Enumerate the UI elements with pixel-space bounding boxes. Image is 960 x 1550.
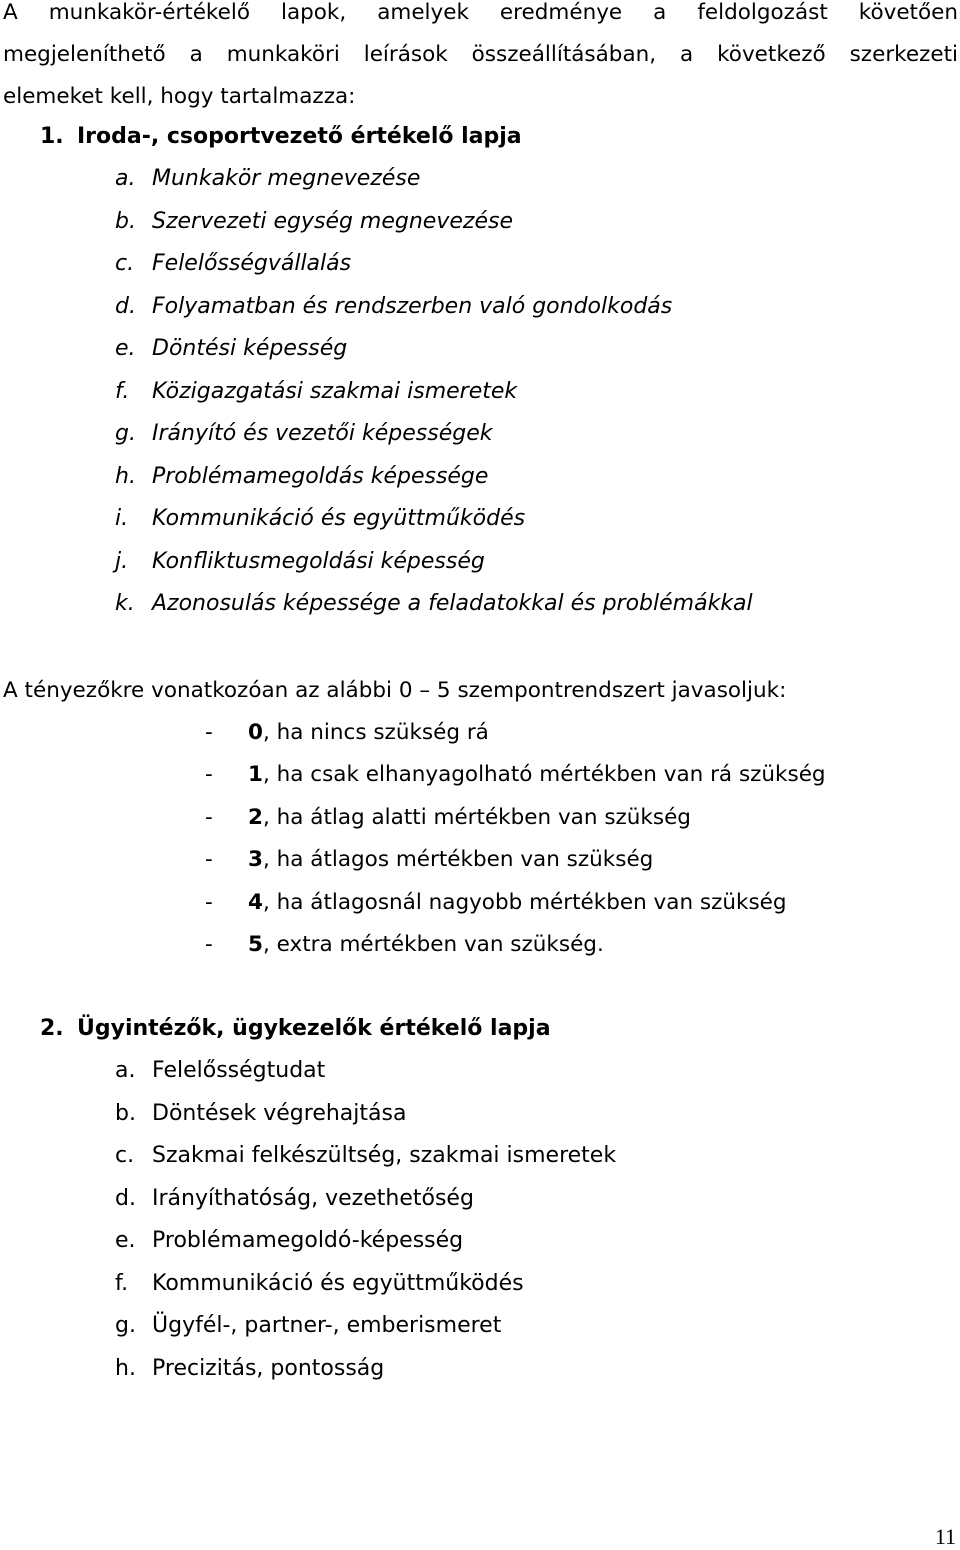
item-text: Szakmai felkészültség, szakmai ismeretek: [152, 1143, 617, 1168]
item-letter: a.: [115, 1058, 136, 1083]
list-item: [115, 1050, 616, 1093]
list-item: [115, 1305, 616, 1348]
scale-text: , ha átlagosnál nagyobb mértékben van szükség: [262, 889, 787, 915]
item-text: Ügyfél-, partner-, emberismeret: [152, 1313, 502, 1338]
list-item: [115, 1093, 616, 1136]
item-text: Döntések végrehajtása: [152, 1100, 407, 1126]
item-letter: g.: [115, 421, 136, 446]
item-text: Kommunikáció és együttműködés: [152, 506, 526, 531]
list-item: [115, 583, 753, 626]
list-item: [115, 1348, 616, 1391]
item-letter: i.: [115, 506, 129, 531]
list-item: [115, 328, 753, 371]
list-item: [115, 1178, 616, 1221]
scale-score: 1: [248, 762, 263, 788]
item-letter: k.: [115, 591, 135, 616]
list-item: [115, 1263, 616, 1306]
scale-score: 2: [248, 804, 263, 830]
page-number: 11: [934, 1524, 956, 1549]
scale-text: , ha nincs szükség rá: [262, 720, 489, 745]
item-text: Felelősségtudat: [152, 1058, 326, 1083]
scale-text: , ha csak elhanyagolható mértékben van rá szükség: [262, 762, 826, 788]
scale-dash: -: [205, 804, 213, 830]
section-1-list: [115, 158, 753, 626]
item-text: Szervezeti egység megnevezése: [152, 208, 513, 234]
scale-item: [205, 924, 826, 966]
list-item: [115, 158, 753, 201]
scale-item: [205, 712, 826, 754]
list-item: [115, 201, 753, 244]
list-item: [115, 243, 753, 286]
item-text: Közigazgatási szakmai ismeretek: [152, 378, 518, 404]
intro-paragraph: [3, 0, 958, 118]
item-text: Azonosulás képessége a feladatokkal és problémákkal: [152, 591, 753, 616]
item-letter: d.: [115, 293, 136, 319]
list-item: [115, 541, 753, 584]
scale-dash: -: [205, 932, 213, 958]
item-text: Munkakör megnevezése: [152, 166, 421, 191]
item-letter: g.: [115, 1313, 136, 1338]
scale-dash: -: [205, 720, 213, 745]
scale-dash: -: [205, 762, 213, 788]
item-letter: j.: [115, 548, 129, 574]
intro-line-3: elemeket kell, hogy tartalmazza:: [3, 84, 356, 109]
item-text: Felelősségvállalás: [152, 251, 352, 276]
item-letter: h.: [115, 463, 136, 489]
item-text: Döntési képesség: [152, 336, 348, 361]
item-letter: a.: [115, 166, 136, 191]
section-1-heading: [40, 116, 522, 158]
item-text: Precizitás, pontosság: [152, 1355, 385, 1381]
section-2-heading: [40, 1008, 551, 1050]
item-text: Problémamegoldás képessége: [152, 463, 489, 489]
scale-score: 0: [248, 720, 263, 745]
item-letter: e.: [115, 336, 136, 361]
list-item: [115, 413, 753, 456]
list-item: [115, 498, 753, 541]
list-item: [115, 456, 753, 499]
item-letter: f.: [115, 378, 130, 404]
section-2-list: [115, 1050, 616, 1390]
item-letter: c.: [115, 1143, 135, 1168]
item-letter: d.: [115, 1185, 136, 1211]
item-letter: b.: [115, 1100, 136, 1126]
intro-line-2: megjeleníthető a munkaköri leírások összeállításában, a következő szerkezeti: [3, 42, 958, 67]
item-text: Konfliktusmegoldási képesség: [152, 548, 485, 574]
section-2-title: Ügyintézők, ügykezelők értékelő lapja: [77, 1016, 551, 1041]
list-item: [115, 286, 753, 329]
item-text: Irányító és vezetői képességek: [152, 421, 493, 446]
scale-text: , extra mértékben van szükség.: [262, 932, 604, 958]
item-letter: h.: [115, 1355, 136, 1381]
list-item: [115, 1220, 616, 1263]
scale-score: 4: [248, 889, 263, 915]
item-letter: e.: [115, 1228, 136, 1253]
scale-score: 5: [248, 932, 263, 958]
scale-dash: -: [205, 847, 213, 873]
item-letter: f.: [115, 1270, 129, 1296]
scale-dash: -: [205, 889, 213, 915]
item-text: Problémamegoldó-képesség: [152, 1228, 464, 1253]
scale-text: , ha átlagos mértékben van szükség: [262, 847, 654, 873]
scale-intro: A tényezőkre vonatkozóan az alábbi 0 – 5 szempontrendszert javasoljuk:: [3, 678, 787, 703]
list-item: [115, 1135, 616, 1178]
scale-item: [205, 754, 826, 796]
scale-score: 3: [248, 847, 263, 873]
section-1-title: Iroda-, csoportvezető értékelő lapja: [77, 124, 522, 149]
list-item: [115, 371, 753, 414]
intro-line-1: A munkakör-értékelő lapok, amelyek eredménye a feldolgozást követően: [3, 0, 958, 25]
item-text: Folyamatban és rendszerben való gondolkodás: [152, 293, 673, 319]
section-1-number: 1.: [40, 124, 64, 149]
scale-item: [205, 882, 826, 924]
item-letter: c.: [115, 251, 135, 276]
scale-item: [205, 839, 826, 881]
scale-item: [205, 797, 826, 839]
item-letter: b.: [115, 208, 136, 234]
section-2-number: 2.: [40, 1016, 64, 1041]
scale-list: [205, 712, 826, 966]
item-text: Irányíthatóság, vezethetőség: [152, 1185, 474, 1211]
scale-text: , ha átlag alatti mértékben van szükség: [262, 804, 691, 830]
item-text: Kommunikáció és együttműködés: [152, 1270, 524, 1296]
